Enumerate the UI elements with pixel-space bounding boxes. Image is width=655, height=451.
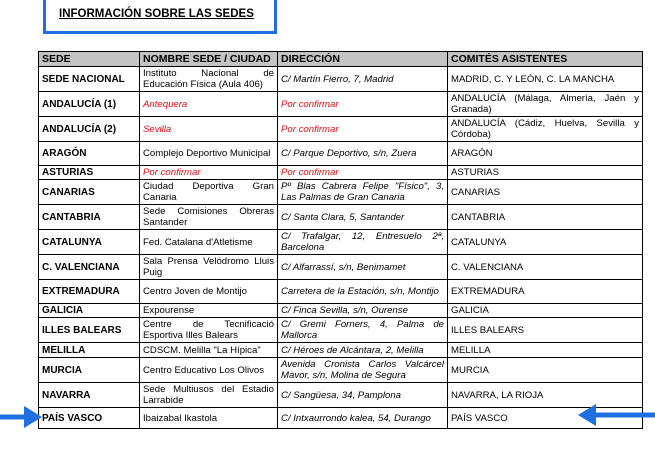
header-sede: SEDE xyxy=(39,52,140,67)
comites-cell: MURCIA xyxy=(448,358,643,383)
sede-cell: ANDALUCÍA (2) xyxy=(39,117,140,142)
sede-cell: MURCIA xyxy=(39,358,140,383)
sede-cell: CANARIAS xyxy=(39,180,140,205)
direccion-cell: Por confirmar xyxy=(278,117,448,142)
table-row xyxy=(39,358,643,383)
direccion-cell: Por confirmar xyxy=(278,166,448,180)
nombre-cell: Sevilla xyxy=(140,117,278,142)
comites-cell: CATALUNYA xyxy=(448,230,643,255)
header-nombre: NOMBRE SEDE / CIUDAD xyxy=(140,52,278,67)
direccion-cell: C/ Trafalgar, 12, Entresuelo 2ª, Barcelona xyxy=(278,230,448,255)
nombre-cell: Centro Joven de Montijo xyxy=(140,280,278,304)
sede-cell: NAVARRA xyxy=(39,383,140,408)
sede-cell: ANDALUCÍA (1) xyxy=(39,92,140,117)
comites-cell: ANDALUCÍA (Málaga, Almería, Jaén y Granada) xyxy=(448,92,643,117)
direccion-cell: C/ Sangüesa, 34, Pamplona xyxy=(278,383,448,408)
table-row xyxy=(39,166,643,180)
table-row xyxy=(39,67,643,92)
comites-cell: ILLES BALEARS xyxy=(448,318,643,343)
sede-cell: ASTURIAS xyxy=(39,166,140,180)
direccion-cell: Pº Blas Cabrera Felipe "Físico", 3, Las Palmas de Gran Canaria xyxy=(278,180,448,205)
table-row xyxy=(39,117,643,142)
table-row xyxy=(39,180,643,205)
document-title: INFORMACIÓN SOBRE LAS SEDES xyxy=(59,8,254,20)
direccion-cell: C/ Santa Clara, 5, Santander xyxy=(278,205,448,230)
sede-cell: GALICIA xyxy=(39,304,140,318)
comites-cell: PAÍS VASCO xyxy=(448,408,643,429)
comites-cell: NAVARRA, LA RIOJA xyxy=(448,383,643,408)
direccion-cell: C/ Intxaurrondo kalea, 54, Durango xyxy=(278,408,448,429)
comites-cell: GALICIA xyxy=(448,304,643,318)
table-row xyxy=(39,408,643,429)
direccion-cell: C/ Gremi Forners, 4, Palma de Mallorca xyxy=(278,318,448,343)
sede-cell: CANTABRIA xyxy=(39,205,140,230)
nombre-cell: Sala Prensa Velódromo Lluis Puig xyxy=(140,255,278,280)
nombre-cell: Ciudad Deportiva Gran Canaria xyxy=(140,180,278,205)
sede-cell: ARAGÓN xyxy=(39,142,140,166)
direccion-cell: C/ Alfarrassí, s/n, Benimamet xyxy=(278,255,448,280)
nombre-cell: Antequera xyxy=(140,92,278,117)
table-row xyxy=(39,92,643,117)
table-row xyxy=(39,205,643,230)
nombre-cell: Sede Multiusos del Estadio Larrabide xyxy=(140,383,278,408)
table-row xyxy=(39,304,643,318)
nombre-cell: Sede Comisiones Obreras Santander xyxy=(140,205,278,230)
nombre-cell: Complejo Deportivo Municipal xyxy=(140,142,278,166)
header-comites: COMITÉS ASISTENTES xyxy=(448,52,643,67)
nombre-cell: Ibaizabal Ikastola xyxy=(140,408,278,429)
comites-cell: C. VALENCIANA xyxy=(448,255,643,280)
title-highlight-box xyxy=(43,0,277,34)
comites-cell: MELILLA xyxy=(448,343,643,358)
direccion-cell: C/ Martín Fierro, 7, Madrid xyxy=(278,67,448,92)
table-row xyxy=(39,255,643,280)
direccion-cell: Avenida Cronista Carlos Valcárcel Mavor, s/n, Molina de Segura xyxy=(278,358,448,383)
nombre-cell: Fed. Catalana d'Atletisme xyxy=(140,230,278,255)
table-header-row xyxy=(39,52,643,67)
comites-cell: MADRID, C. Y LEÓN, C. LA MANCHA xyxy=(448,67,643,92)
comites-cell: CANARIAS xyxy=(448,180,643,205)
direccion-cell: C/ Héroes de Alcántara, 2, Melilla xyxy=(278,343,448,358)
sede-cell: ILLES BALEARS xyxy=(39,318,140,343)
sedes-table xyxy=(38,51,643,429)
comites-cell: CANTABRIA xyxy=(448,205,643,230)
sede-cell: SEDE NACIONAL xyxy=(39,67,140,92)
nombre-cell: Instituto Nacional de Educación Física (Aula 406) xyxy=(140,67,278,92)
nombre-cell: CDSCM. Melilla "La Hípica" xyxy=(140,343,278,358)
table-row xyxy=(39,142,643,166)
comites-cell: ARAGÓN xyxy=(448,142,643,166)
nombre-cell: Centro Educativo Los Olivos xyxy=(140,358,278,383)
direccion-cell: C/ Finca Sevilla, s/n, Ourense xyxy=(278,304,448,318)
sede-cell: CATALUNYA xyxy=(39,230,140,255)
table-row xyxy=(39,318,643,343)
sede-cell: MELILLA xyxy=(39,343,140,358)
nombre-cell: Centre de Tecnificació Esportiva Illes Balears xyxy=(140,318,278,343)
table-row xyxy=(39,230,643,255)
direccion-cell: C/ Parque Deportivo, s/n, Zuera xyxy=(278,142,448,166)
sede-cell: EXTREMADURA xyxy=(39,280,140,304)
table-row xyxy=(39,383,643,408)
sede-cell: PAÍS VASCO xyxy=(39,408,140,429)
sede-cell: C. VALENCIANA xyxy=(39,255,140,280)
comites-cell: EXTREMADURA xyxy=(448,280,643,304)
comites-cell: ASTURIAS xyxy=(448,166,643,180)
header-direccion: DIRECCIÓN xyxy=(278,52,448,67)
direccion-cell: Carretera de la Estación, s/n, Montijo xyxy=(278,280,448,304)
table-row xyxy=(39,343,643,358)
comites-cell: ANDALUCÍA (Cádiz, Huelva, Sevilla y Córdoba) xyxy=(448,117,643,142)
arrow-right-icon xyxy=(0,404,44,430)
direccion-cell: Por confirmar xyxy=(278,92,448,117)
nombre-cell: Por confirmar xyxy=(140,166,278,180)
table-row xyxy=(39,280,643,304)
nombre-cell: Expourense xyxy=(140,304,278,318)
arrow-left-icon xyxy=(576,402,655,428)
